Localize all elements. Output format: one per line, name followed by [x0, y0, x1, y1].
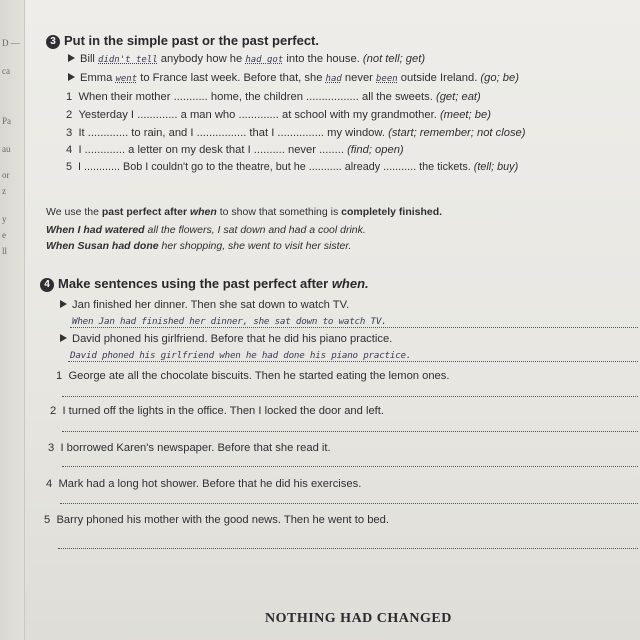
- triangle-bullet-icon: [68, 73, 75, 81]
- exercise-3-example-1: Bill didn't tell anybody how he had got into the house. (not tell; get): [68, 53, 425, 65]
- previous-page-edge: [0, 0, 25, 640]
- exercise-4-item-2: 2 I turned off the lights in the office. Then I locked the door and left.: [50, 405, 384, 417]
- handwritten-answer: didn't tell: [98, 55, 158, 65]
- answer-line: [68, 361, 638, 362]
- exercise-4-item-4: 4 Mark had a long hot shower. Before that he did his exercises.: [46, 478, 362, 490]
- exercise-number-badge: 4: [40, 278, 54, 292]
- handwritten-answer: had: [325, 74, 342, 84]
- exercise-4-item-3: 3 I borrowed Karen's newspaper. Before that she read it.: [48, 442, 331, 454]
- edge-text: y: [2, 214, 7, 224]
- handwritten-answer: been: [376, 74, 398, 84]
- exercise-4-title: Make sentences using the past perfect after: [58, 276, 332, 291]
- exercise-4-example-2: David phoned his girlfriend. Before that he did his piano practice.: [60, 333, 392, 345]
- answer-line[interactable]: [62, 466, 638, 467]
- answer-line: [70, 327, 638, 328]
- handwritten-answer: went: [115, 74, 138, 84]
- exercise-3-item-5: 5 I ............ Bob I couldn't go to the theatre, but he ........... already ........... the tickets. (tell; buy): [66, 161, 519, 173]
- edge-text: au: [2, 144, 11, 154]
- answer-line[interactable]: [62, 396, 638, 397]
- exercise-3-item-2: 2 Yesterday I ............. a man who ............. at school with my grandmother. (meet; be): [66, 109, 491, 121]
- answer-line[interactable]: [58, 548, 638, 549]
- triangle-bullet-icon: [60, 334, 67, 342]
- exercise-4-heading: 4 Make sentences using the past perfect after when.: [40, 276, 369, 292]
- exercise-3-item-1: 1 When their mother ........... home, the children ................. all the sweets. (get; eat): [66, 91, 481, 103]
- next-unit-title: NOTHING HAD CHANGED: [265, 611, 452, 626]
- edge-text: ll: [2, 246, 8, 256]
- exercise-4-item-5: 5 Barry phoned his mother with the good news. Then he went to bed.: [44, 514, 389, 526]
- triangle-bullet-icon: [60, 300, 67, 308]
- exercise-3-example-2: Emma went to France last week. Before that, she had never been outside Ireland. (go; be): [68, 72, 519, 84]
- exercise-4-example-1: Jan finished her dinner. Then she sat down to watch TV.: [60, 299, 349, 311]
- exercise-4-item-1: 1 George ate all the chocolate biscuits. Then he started eating the lemon ones.: [56, 370, 450, 382]
- handwritten-answer: had got: [245, 55, 284, 65]
- answer-line[interactable]: [62, 431, 638, 432]
- grammar-example-1: When I had watered all the flowers, I sat down and had a cool drink.: [46, 224, 366, 236]
- triangle-bullet-icon: [68, 54, 75, 62]
- handwritten-answer: David phoned his girlfriend when he had done his piano practice.: [70, 350, 412, 361]
- edge-text: or: [2, 170, 10, 180]
- grammar-rule: We use the past perfect after when to show that something is completely finished.: [46, 206, 443, 218]
- exercise-3-heading: [46, 33, 319, 49]
- handwritten-answer: When Jan had finished her dinner, she sat down to watch TV.: [72, 316, 387, 327]
- exercise-3-title: Put in the simple past or the past perfect.: [64, 33, 319, 48]
- edge-text: ca: [2, 66, 10, 76]
- answer-line[interactable]: [60, 503, 638, 504]
- exercise-number-badge: 3: [46, 35, 60, 49]
- exercise-3-item-4: 4 I ............. a letter on my desk that I .......... never ........ (find; open): [66, 144, 404, 156]
- edge-text: Pa: [2, 116, 11, 126]
- edge-text: e: [2, 230, 6, 240]
- edge-text: D —: [2, 38, 20, 48]
- edge-text: z: [2, 186, 6, 196]
- grammar-example-2: When Susan had done her shopping, she went to visit her sister.: [46, 240, 352, 252]
- exercise-3-item-3: 3 It ............. to rain, and I ................ that I ............... my window. (start; remember; not close): [66, 127, 526, 139]
